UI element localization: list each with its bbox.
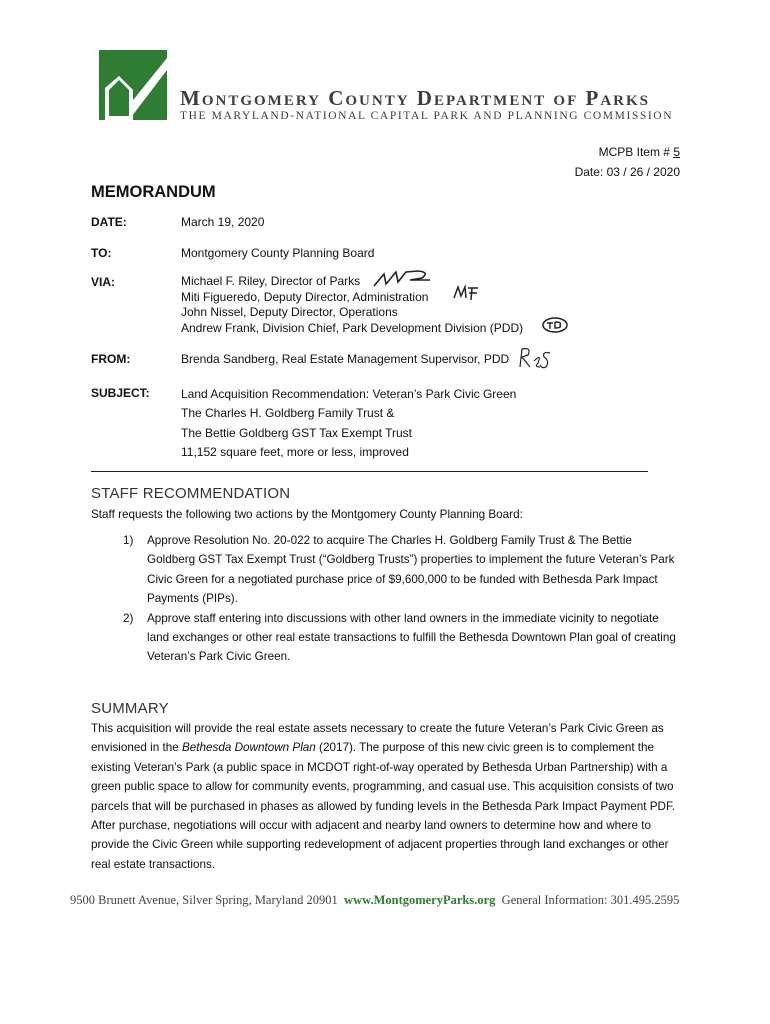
staff-recommendation-heading: STAFF RECOMMENDATION	[91, 485, 291, 502]
via-label: VIA:	[91, 275, 115, 289]
date-value: March 19, 2020	[181, 215, 265, 229]
via-line: John Nissel, Deputy Director, Operations	[181, 305, 398, 319]
to-value: Montgomery County Planning Board	[181, 246, 375, 260]
summary-text-part: (2017). The purpose of this new civic green is to complement the existing Veteran’s Park (a public space in MCDOT right-of-way operated by Bethesda Urban Partnership) with a green public space to allow for community events, programming, and casual use. This acquisition consists of two parcels that will be purchased in phases as allowed by funding levels in the Bethesda Park Impact Payment PDF. After purchase, negotiations will occur with adjacent and nearby land owners to determine how and where to provide the Civic Green while supporting redevelopment of adjacent properties through land exchanges or other real estate transactions.	[91, 741, 676, 871]
via-line: Andrew Frank, Division Chief, Park Development Division (PDD)	[181, 320, 524, 335]
subject-line: The Bettie Goldberg GST Tax Exempt Trust	[181, 425, 412, 440]
signature-frank	[540, 315, 572, 335]
list-item	[123, 609, 683, 667]
org-subtitle: THE MARYLAND-NATIONAL CAPITAL PARK AND PLANNING COMMISSION	[180, 110, 674, 122]
summary-text-part: This acquisition will provide the real estate assets necessary to create the future Veteran’s Park Civic Green as envisioned in the	[91, 722, 664, 755]
via-line: Miti Figueredo, Deputy Director, Administration	[181, 289, 429, 304]
subject-label: SUBJECT:	[91, 386, 150, 400]
list-text: Approve staff entering into discussions with other land owners in the immediate vicinity to negotiate land exchanges or other real estate transactions to fulfill the Bethesda Downtown Plan goal of creating Veteran’s Park Civic Green.	[147, 611, 676, 664]
subject-line: Land Acquisition Recommendation: Veteran’s Park Civic Green	[181, 387, 517, 401]
item-number: 5	[673, 145, 680, 159]
via-line: Michael F. Riley, Director of Parks	[181, 274, 361, 288]
footer-website-link[interactable]: www.MontgomeryParks.org	[344, 893, 496, 907]
date-label: DATE:	[91, 215, 127, 229]
summary-text	[91, 719, 681, 874]
subject-line: The Charles H. Goldberg Family Trust &	[181, 406, 395, 421]
from-value: Brenda Sandberg, Real Estate Management Supervisor, PDD	[181, 352, 510, 366]
signature-figueredo	[452, 284, 480, 302]
signature-sandberg	[516, 345, 556, 371]
subject-line: 11,152 square feet, more or less, improved	[181, 444, 409, 459]
divider	[91, 471, 648, 472]
list-text: Approve Resolution No. 20-022 to acquire The Charles H. Goldberg Family Trust & The Bettie Goldberg GST Tax Exempt Trust (“Goldberg Trusts”) properties to implement the future Veteran’s Park Civic Green for a negotiated purchase price of $9,600,000 to be funded with Bethesda Park Impact Payments (PIPs).	[147, 534, 675, 606]
signature-riley	[372, 268, 434, 290]
item-label: MCPB Item #	[598, 145, 674, 159]
footer-address: 9500 Brunett Avenue, Silver Spring, Maryland 20901	[70, 893, 338, 907]
parks-logo	[99, 50, 167, 120]
footer-info: General Information: 301.495.2595	[501, 893, 680, 907]
list-number: 2)	[123, 611, 134, 625]
list-item	[123, 531, 683, 609]
footer	[70, 893, 710, 908]
mcpb-item-line	[599, 145, 680, 159]
to-label: TO:	[91, 246, 112, 260]
recommendation-list	[123, 531, 683, 667]
subject-list	[181, 385, 516, 462]
meeting-date: Date: 03 / 26 / 2020	[574, 165, 680, 179]
memo-title: MEMORANDUM	[91, 183, 216, 201]
staff-recommendation-intro: Staff requests the following two actions by the Montgomery County Planning Board:	[91, 508, 523, 521]
from-label: FROM:	[91, 352, 131, 366]
plan-name: Bethesda Downtown Plan	[181, 741, 316, 755]
list-number: 1)	[123, 534, 134, 547]
summary-heading: SUMMARY	[91, 700, 169, 717]
org-name: Montgomery County Department of Parks	[180, 86, 650, 110]
